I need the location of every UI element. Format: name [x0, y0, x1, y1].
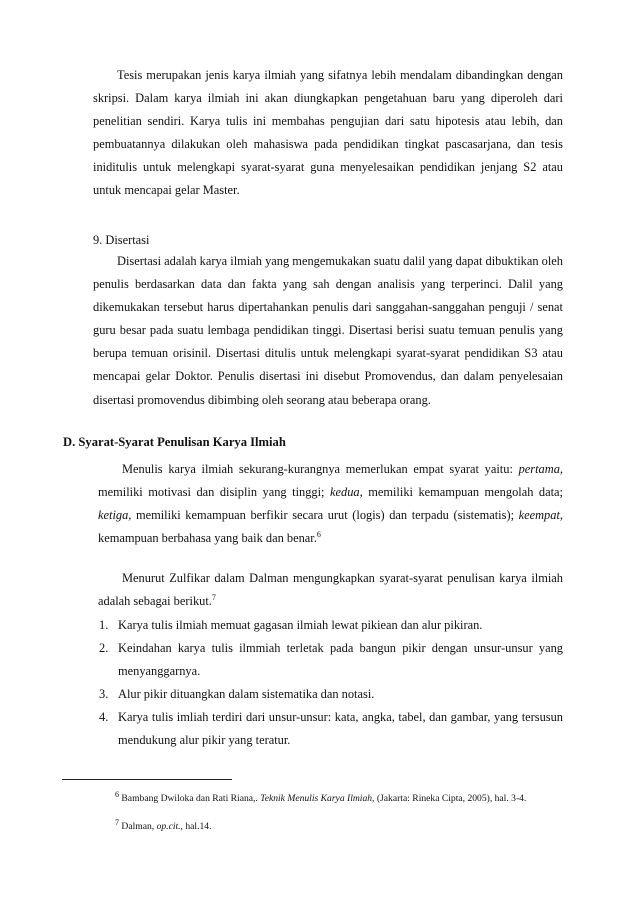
paragraph-zulfikar: Menurut Zulfikar dalam Dalman mengungkapkan syarat-syarat penulisan karya ilmiah adalah sebagai berikut.$^7$ [98, 571, 563, 609]
list-item: 2. Keindahan karya tulis ilmmiah terletak pada bangun pikir dengan unsur-unsur yang menyanggarnya. [99, 641, 563, 679]
list-item: 3. Alur pikir dituangkan dalam sistematika dan notasi. [99, 687, 375, 702]
footnote-ref-7: 7 [211, 592, 216, 602]
paragraph-disertasi: Disertasi adalah karya ilmiah yang mengemukakan suatu dalil yang dapat dibuktikan oleh penulis berdasarkan data dan fakta yang sah dengan analisis yang terperinci. Dalil yang dikemukakan tersebut harus dipertahankan penulis dari sanggahan-sanggahan penguji / senat guru besar pada suatu lembaga pendidikan tinggi. Disertasi berisi suatu temuan penulis yang berupa temuan orisinil. Disertasi ditulis untuk melengkapi syarat-syarat pendidikan S3 atau mencapai gelar Doktor. Penulis disertasi ini disebut Promovendus, dan dalam penyelesaian disertasi promovendus dibimbing oleh seorang atau beberapa orang. [93, 254, 563, 407]
subheading-disertasi: 9. Disertasi [93, 233, 150, 247]
section-heading-d: D. Syarat-Syarat Penulisan Karya Ilmiah [63, 435, 286, 449]
footnote-ref-6: 6 [316, 530, 321, 540]
footnote-6: $^6$ Bambang Dwiloka dan Rati Riana,. Teknik Menulis Karya Ilmiah, (Jakarta: Rineka Cipta, 2005), hal. 3-4. [115, 789, 527, 804]
list-item: 4. Karya tulis imliah terdiri dari unsur-unsur: kata, angka, tabel, dan gambar, yang tersusun mendukung alur pikir yang teratur. [99, 710, 563, 748]
paragraph-tesis: Tesis merupakan jenis karya ilmiah yang sifatnya lebih mendalam dibandingkan dengan skripsi. Dalam karya ilmiah ini akan diungkapkan pengetahuan baru yang diperoleh dari penelitian sendiri. Karya tulis ini membahas pengujian dari satu hipotesis atau lebih, dan pembuatannya dilakukan oleh mahasiswa pada pendidikan tingkat pascasarjana, dan tesis iniditulis untuk melengkapi syarat-syarat guna menyelesaikan pendidikan jenjang S2 atau untuk mencapai gelar Master. [93, 68, 563, 198]
footnote-divider [62, 779, 232, 780]
requirements-list [99, 614, 563, 753]
list-item: 1. Karya tulis ilmiah memuat gagasan ilmiah lewat pikiean dan alur pikiran. [99, 618, 483, 632]
paragraph-syarat: Menulis karya ilmiah sekurang-kurangnya memerlukan empat syarat yaitu: pertama, memiliki motivasi dan disiplin yang tinggi; kedua, memiliki kemampuan mengolah data; ketiga, memiliki kemampuan berfikir secara urut (logis) dan terpadu (sistematis); keempat, kemampuan berbahasa yang baik dan benar.$^6$ [98, 462, 563, 546]
footnote-7: $^7$ Dalman, op.cit., hal.14. [115, 817, 212, 832]
